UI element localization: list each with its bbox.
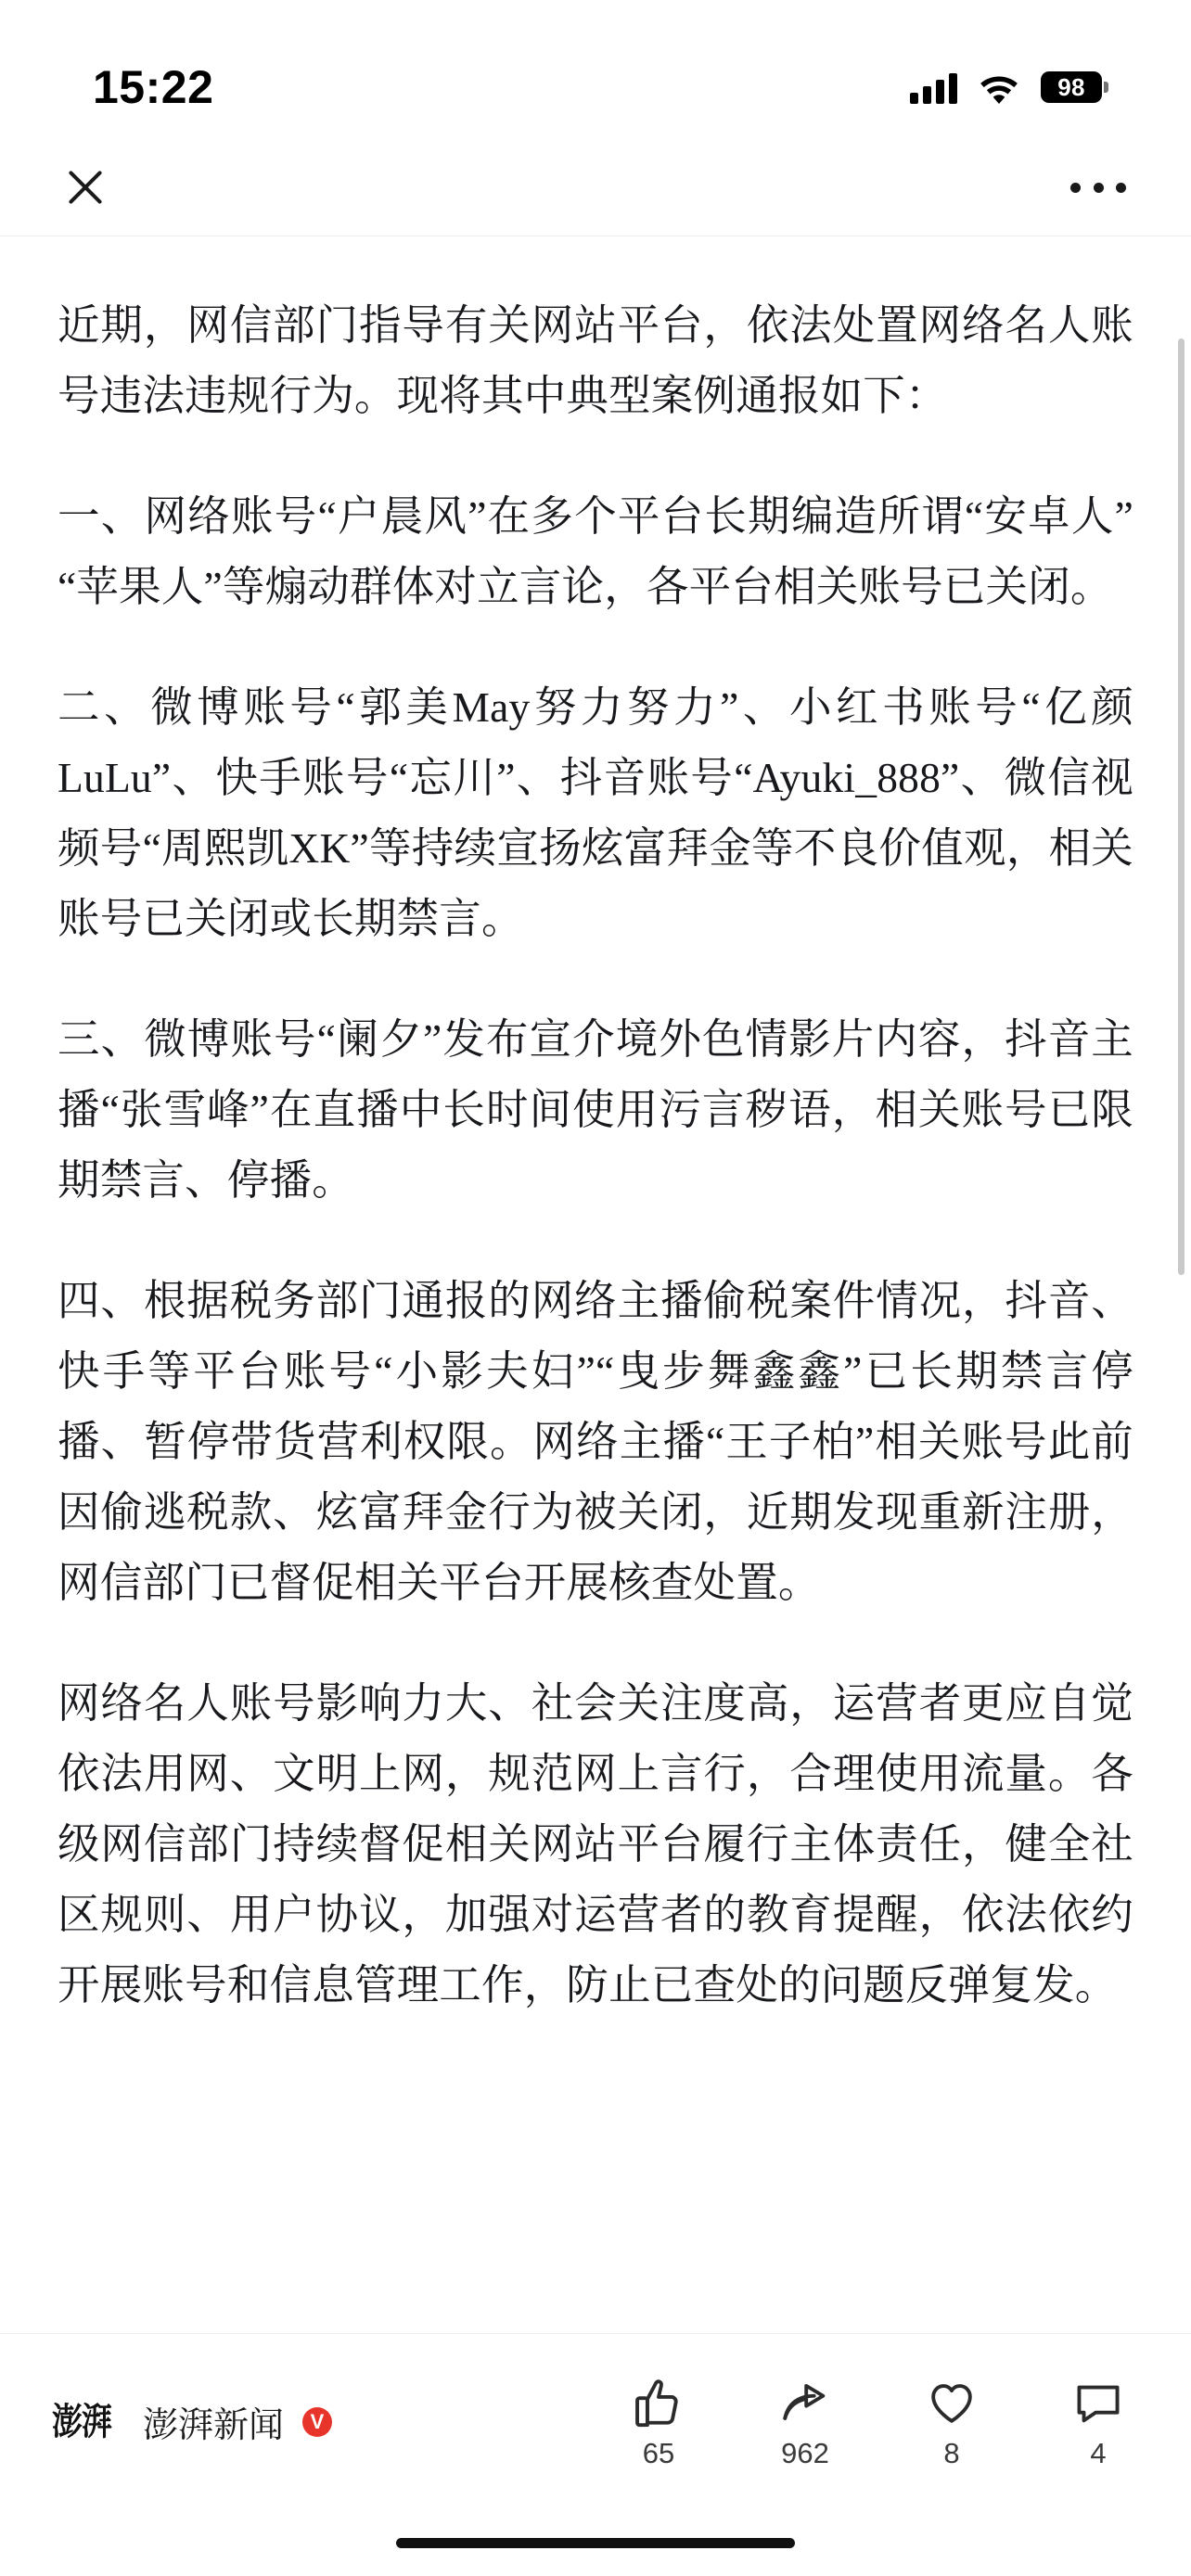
publisher-name: 澎湃新闻 bbox=[143, 2406, 285, 2445]
scrollbar-thumb[interactable] bbox=[1178, 338, 1185, 1275]
close-icon[interactable] bbox=[59, 161, 111, 213]
article-paragraph: 网络名人账号影响力大、社会关注度高，运营者更应自觉依法用网、文明上网，规范网上言行，合理使用流量。各级网信部门持续督促相关网站平台履行主体责任，健全社区规则、用户协议，加强对运营者的教育提醒，依法依约开展账号和信息管理工作，防止已查处的问题反弹复发。 bbox=[58, 1679, 1133, 2009]
share-count: 962 bbox=[781, 2437, 829, 2469]
favorite-count: 8 bbox=[943, 2437, 960, 2469]
like-button[interactable] bbox=[620, 2376, 698, 2468]
article-paragraph: 四、根据税务部门通报的网络主播偷税案件情况，抖音、快手等平台账号“小影夫妇”“曳步舞鑫鑫”已长期禁言停播、暂停带货营利权限。网络主播“王子柏”相关账号此前因偷逃税款、炫富拜金行为被关闭，近期发现重新注册，网信部门已督促相关平台开展核查处置。 bbox=[58, 1277, 1133, 1606]
heart-icon bbox=[925, 2376, 979, 2429]
share-arrow-icon bbox=[778, 2376, 832, 2429]
share-button[interactable] bbox=[766, 2376, 844, 2468]
comment-button[interactable] bbox=[1059, 2376, 1137, 2468]
article-body bbox=[0, 236, 1191, 2039]
home-bar[interactable] bbox=[396, 2538, 795, 2548]
article-scroll-area[interactable] bbox=[0, 236, 1191, 2333]
cellular-bars-icon bbox=[910, 70, 957, 104]
status-time: 15:22 bbox=[93, 61, 214, 113]
wifi-icon bbox=[978, 70, 1020, 104]
article-paragraph: 二、微博账号“郭美May努力努力”、小红书账号“亿颜LuLu”、快手账号“忘川”、抖音账号“Ayuki_888”、微信视频号“周熙凯XK”等持续宣扬炫富拜金等不良价值观，相关账号已关闭或长期禁言。 bbox=[58, 683, 1133, 942]
thumbs-up-icon bbox=[632, 2376, 685, 2429]
more-options-icon[interactable] bbox=[1070, 178, 1126, 197]
article-paragraph: 三、微博账号“阑夕”发布宣介境外色情影片内容，抖音主播“张雪峰”在直播中长时间使用污言秽语，相关账号已限期禁言、停播。 bbox=[58, 1015, 1133, 1204]
verified-badge-icon: V bbox=[302, 2407, 332, 2437]
battery-icon bbox=[1041, 71, 1102, 103]
article-footer-bar bbox=[0, 2333, 1191, 2509]
like-count: 65 bbox=[642, 2437, 675, 2469]
status-indicators bbox=[910, 70, 1102, 104]
navigation-bar bbox=[0, 139, 1191, 236]
action-bar bbox=[620, 2376, 1137, 2468]
publisher-logo: 澎湃 bbox=[52, 2400, 111, 2442]
battery-level: 98 bbox=[1057, 72, 1085, 101]
home-indicator-area bbox=[0, 2509, 1191, 2576]
article-paragraph: 近期，网信部门指导有关网站平台，依法处置网络名人账号违法违规行为。现将其中典型案例通报如下： bbox=[58, 301, 1133, 419]
publisher-info[interactable] bbox=[52, 2396, 332, 2447]
comment-bubble-icon bbox=[1071, 2376, 1125, 2429]
favorite-button[interactable] bbox=[913, 2376, 991, 2468]
article-paragraph: 一、网络账号“户晨风”在多个平台长期编造所谓“安卓人”“苹果人”等煽动群体对立言论，各平台相关账号已关闭。 bbox=[58, 492, 1133, 610]
comment-count: 4 bbox=[1090, 2437, 1107, 2469]
status-bar bbox=[0, 0, 1191, 139]
